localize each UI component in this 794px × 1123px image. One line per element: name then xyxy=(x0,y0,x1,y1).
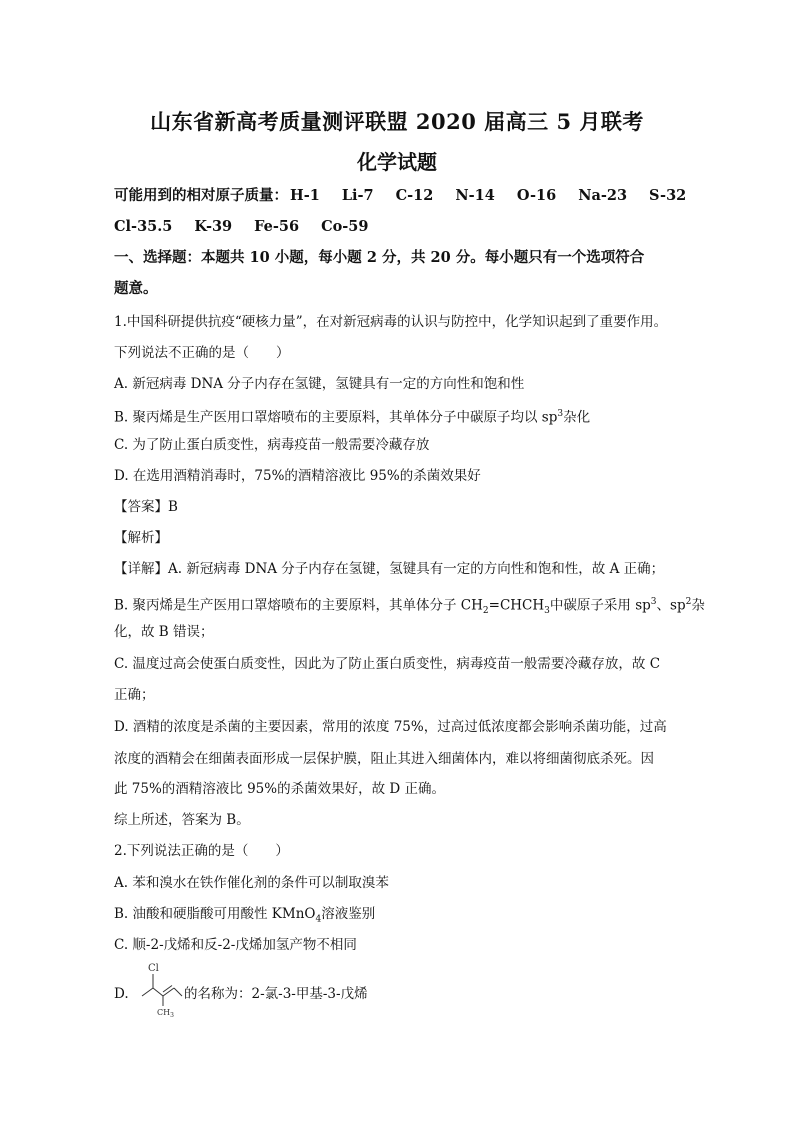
q1-option-a: A. 新冠病毒 DNA 分子内存在氢键，氢键具有一定的方向性和饱和性 xyxy=(114,376,525,392)
superscript: 3 xyxy=(650,597,657,607)
atomic-masses-row2 xyxy=(114,218,369,236)
mass-item: S-32 xyxy=(649,187,687,204)
bond xyxy=(142,988,153,996)
ch-sub: 3 xyxy=(170,1012,174,1019)
section-heading-line2: 题意。 xyxy=(114,280,158,297)
subscript: 3 xyxy=(544,606,550,617)
mass-item: Cl-35.5 xyxy=(114,218,173,235)
q2-stem: 2.下列说法正确的是（ ） xyxy=(114,843,289,859)
section-heading-line1: 一、选择题：本题共 10 小题，每小题 2 分，共 20 分。每小题只有一个选项符合 xyxy=(114,249,645,266)
struct-cl-label: Cl xyxy=(148,963,159,974)
q1-summary: 综上所述，答案为 B。 xyxy=(114,812,250,828)
mass-item: O-16 xyxy=(516,187,557,204)
q1-option-c: C. 为了防止蛋白质变性，病毒疫苗一般需要冷藏存放 xyxy=(114,437,430,453)
q1-option-d: D. 在选用酒精消毒时，75%的酒精溶液比 95%的杀菌效果好 xyxy=(114,468,481,484)
q2-option-a: A. 苯和溴水在铁作催化剂的条件可以制取溴苯 xyxy=(114,875,389,891)
subscript: 2 xyxy=(482,606,489,617)
q1-detail-c-cont: 正确； xyxy=(114,687,155,703)
q1-analysis-label: 【解析】 xyxy=(114,530,168,546)
q1-detail-a: 【详解】A. 新冠病毒 DNA 分子内存在氢键，氢键具有一定的方向性和饱和性，故 A 正确； xyxy=(114,561,665,577)
q2-option-d-label: D. xyxy=(114,986,129,1002)
mass-item: Li-7 xyxy=(341,187,374,204)
mass-item: N-14 xyxy=(455,187,495,204)
q1-option-b xyxy=(114,405,590,427)
page-title: 山东省新高考质量测评联盟 2020 届高三 5 月联考 xyxy=(150,109,644,134)
atomic-masses-row1 xyxy=(114,187,686,205)
q1-answer: 【答案】B xyxy=(114,499,178,515)
mass-item: Fe-56 xyxy=(254,218,300,235)
q2-option-c: C. 顺-2-戊烯和反-2-戊烯加氢产物不相同 xyxy=(114,937,357,953)
q2-option-b xyxy=(114,905,375,929)
bond xyxy=(174,988,182,996)
mass-item: C-12 xyxy=(395,187,434,204)
q1-detail-b xyxy=(114,593,705,620)
q2-option-d-text: 的名称为：2-氯-3-甲基-3-戊烯 xyxy=(184,986,368,1002)
mass-item: H-1 xyxy=(290,187,320,204)
text: 溶液鉴别 xyxy=(321,906,376,922)
double-bond xyxy=(163,988,174,996)
subscript: 4 xyxy=(315,914,322,925)
text: B. 聚丙烯是生产医用口罩熔喷布的主要原料，其单体分子中碳原子均以 sp xyxy=(114,409,558,426)
superscript: 2 xyxy=(685,597,692,607)
text: 杂化 xyxy=(563,409,591,426)
q1-stem-line1: 1.中国科研提供抗疫“硬核力量”，在对新冠病毒的认识与防控中，化学知识起到了重要作用。 xyxy=(114,314,668,330)
text: =CHCH xyxy=(488,597,545,614)
q1-detail-c: C. 温度过高会使蛋白质变性，因此为了防止蛋白质变性，病毒疫苗一般需要冷藏存放，故 C xyxy=(114,656,661,672)
text: 杂 xyxy=(691,597,705,614)
q1-stem-line2: 下列说法不正确的是（ ） xyxy=(114,345,290,361)
q1-detail-d-line1: D. 酒精的浓度是杀菌的主要因素，常用的浓度 75%，过高过低浓度都会影响杀菌功能，过高 xyxy=(114,719,667,735)
struct-ch3-label xyxy=(157,1008,174,1019)
text: B. 聚丙烯是生产医用口罩熔喷布的主要原料，其单体分子 CH xyxy=(114,597,483,614)
superscript: 3 xyxy=(557,409,564,419)
ch-text: CH xyxy=(157,1008,171,1017)
mass-item: Na-23 xyxy=(578,187,628,204)
mass-item: K-39 xyxy=(194,218,233,235)
q1-detail-d-line3: 此 75%的酒精溶液比 95%的杀菌效果好，故 D 正确。 xyxy=(114,781,445,797)
bond xyxy=(153,988,163,996)
q1-detail-b-cont: 化，故 B 错误； xyxy=(114,624,214,640)
text: B. 油酸和硬脂酸可用酸性 KMnO xyxy=(114,906,316,922)
masses-label: 可能用到的相对原子质量： xyxy=(114,187,288,204)
page-subtitle: 化学试题 xyxy=(357,150,437,174)
mass-item: Co-59 xyxy=(321,218,369,235)
text: 、sp xyxy=(656,597,686,614)
text: 中碳原子采用 sp xyxy=(549,597,651,614)
q1-detail-d-line2: 浓度的酒精会在细菌表面形成一层保护膜，阻止其进入细菌体内，难以将细菌彻底杀死。因 xyxy=(114,751,654,767)
